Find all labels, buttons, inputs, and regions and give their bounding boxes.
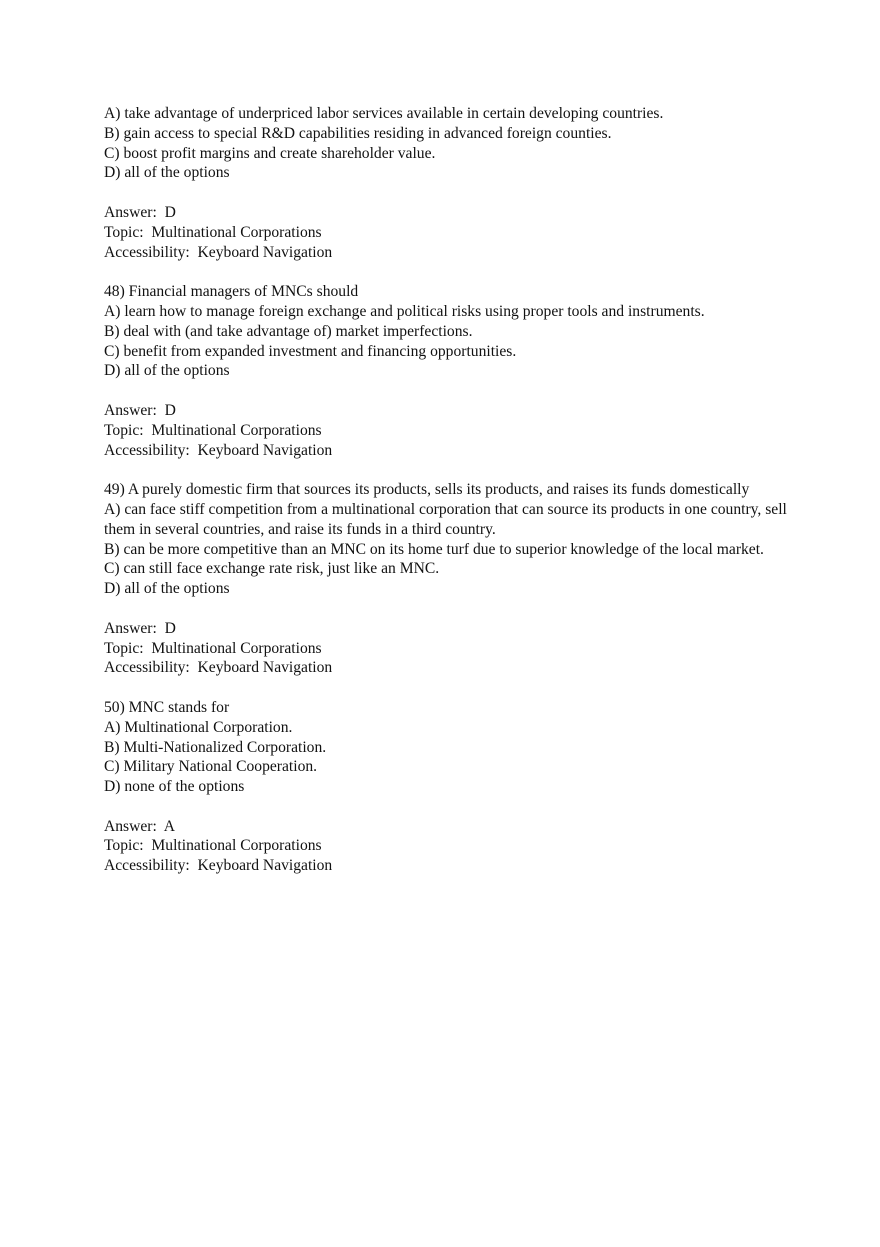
option-d: D) none of the options xyxy=(104,778,245,796)
answer-line: Answer: D xyxy=(104,401,176,419)
option-b: B) deal with (and take advantage of) market imperfections. xyxy=(104,322,473,340)
option-a: A) take advantage of underpriced labor services available in certain developing countries. xyxy=(104,105,664,122)
option-a: A) Multinational Corporation. xyxy=(104,718,293,736)
option-c: C) Military National Cooperation. xyxy=(104,758,318,776)
option-c: C) benefit from expanded investment and financing opportunities. xyxy=(104,342,517,360)
option-c: C) boost profit margins and create shareholder value. xyxy=(104,144,436,162)
option-b: B) gain access to special R&D capabilities residing in advanced foreign counties. xyxy=(104,124,612,142)
question-49 xyxy=(104,480,804,599)
question-50 xyxy=(104,698,804,797)
question-48 xyxy=(104,282,804,381)
question-stem: 50) MNC stands for xyxy=(104,698,230,716)
question-47-meta xyxy=(104,203,804,262)
question-stem: 49) A purely domestic firm that sources its products, sells its products, and raises its funds domestically xyxy=(104,481,750,499)
option-b: B) Multi-Nationalized Corporation. xyxy=(104,738,327,756)
option-c: C) can still face exchange rate risk, just like an MNC. xyxy=(104,560,440,578)
topic-line: Topic: Multinational Corporations xyxy=(104,837,322,855)
accessibility-line: Accessibility: Keyboard Navigation xyxy=(104,441,333,459)
topic-line: Topic: Multinational Corporations xyxy=(104,223,322,241)
document-page xyxy=(104,104,804,896)
option-a: A) learn how to manage foreign exchange and political risks using proper tools and instruments. xyxy=(104,302,705,320)
topic-line: Topic: Multinational Corporations xyxy=(104,639,322,657)
question-48-meta xyxy=(104,401,804,460)
accessibility-line: Accessibility: Keyboard Navigation xyxy=(104,243,333,261)
question-47-options xyxy=(104,104,804,183)
answer-line: Answer: A xyxy=(104,817,176,835)
option-d: D) all of the options xyxy=(104,164,230,182)
answer-line: Answer: D xyxy=(104,203,176,221)
accessibility-line: Accessibility: Keyboard Navigation xyxy=(104,857,333,875)
topic-line: Topic: Multinational Corporations xyxy=(104,421,322,439)
accessibility-line: Accessibility: Keyboard Navigation xyxy=(104,659,333,677)
answer-line: Answer: D xyxy=(104,619,176,637)
option-b: B) can be more competitive than an MNC on its home turf due to superior knowledge of the local market. xyxy=(104,540,764,558)
question-stem: 48) Financial managers of MNCs should xyxy=(104,283,359,301)
question-49-meta xyxy=(104,619,804,678)
option-d: D) all of the options xyxy=(104,580,230,598)
question-50-meta xyxy=(104,817,804,876)
option-d: D) all of the options xyxy=(104,362,230,380)
option-a: A) can face stiff competition from a multinational corporation that can source its products in one country, sell them in several countries, and raise its funds in a third country. xyxy=(104,500,791,538)
